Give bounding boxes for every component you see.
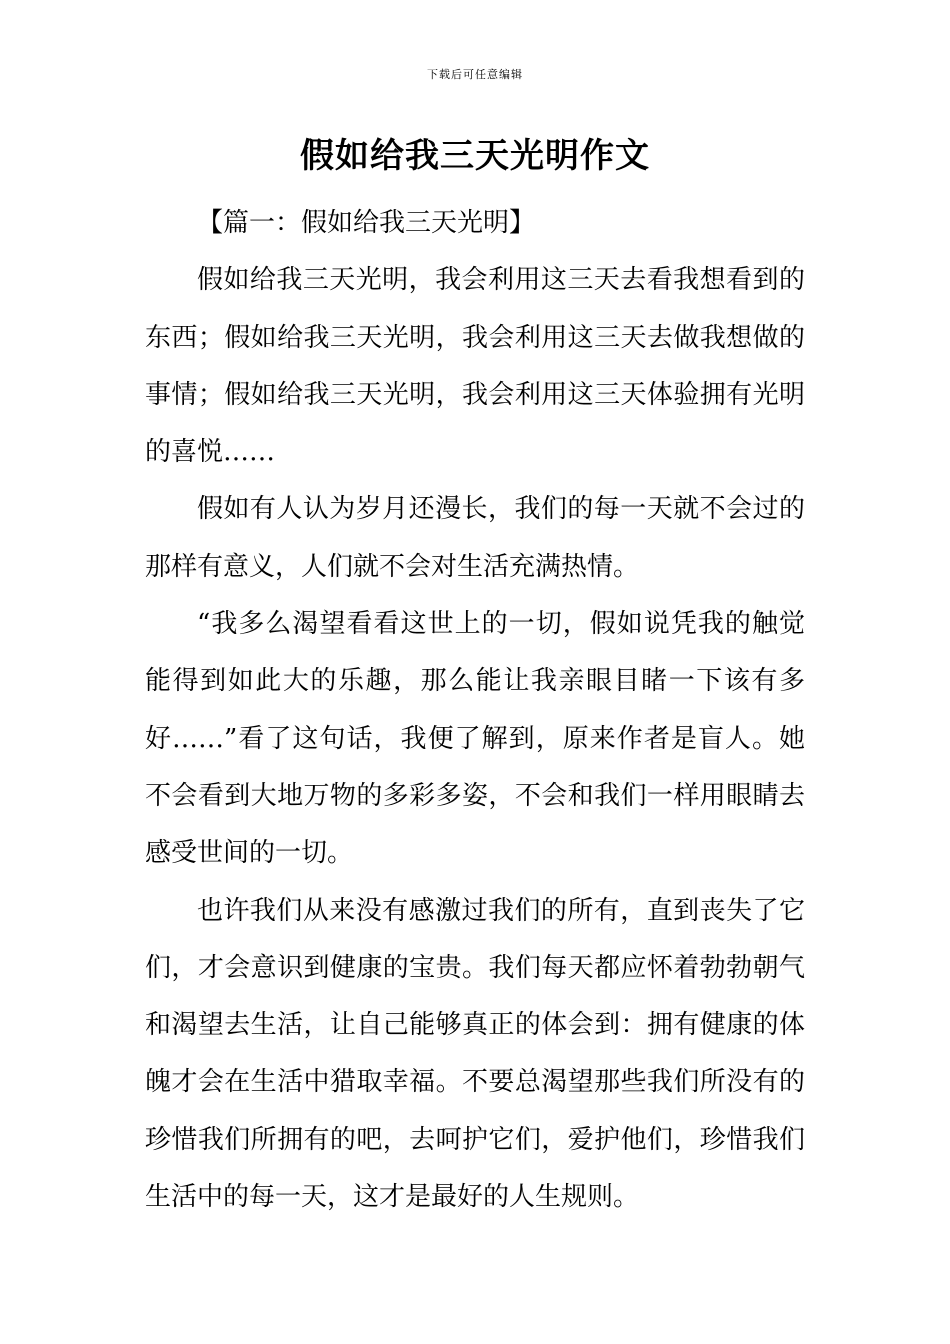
paragraph-4: 也许我们从来没有感激过我们的所有，直到丧失了它们，才会意识到健康的宝贵。我们每天都应怀着勃勃朝气和渴望去生活，让自己能够真正的体会到：拥有健康的体魄才会在生活中猎取幸福。不要总渴望那些我们所没有的珍惜我们所拥有的吧，去呵护它们，爱护他们，珍惜我们生活中的每一天，这才是最好的人生规则。 xyxy=(145,895,805,1213)
section-heading: 【篇一：假如给我三天光明】 xyxy=(197,208,536,238)
paragraph-2: 假如有人认为岁月还漫长，我们的每一天就不会过的那样有意义，人们就不会对生活充满热情。 xyxy=(145,494,805,582)
page-title: 假如给我三天光明作文 xyxy=(300,136,650,176)
paragraph-3: “我多么渴望看看这世上的一切，假如说凭我的触觉能得到如此大的乐趣，那么能让我亲眼目睹一下该有多好……”看了这句话，我便了解到，原来作者是盲人。她不会看到大地万物的多彩多姿，不会和我们一样用眼睛去感受世间的一切。 xyxy=(145,609,805,869)
paragraph-1: 假如给我三天光明，我会利用这三天去看我想看到的东西；假如给我三天光明，我会利用这三天去做我想做的事情；假如给我三天光明，我会利用这三天体验拥有光明的喜悦…… xyxy=(145,265,805,468)
article-body xyxy=(145,195,805,1226)
header-note: 下载后可任意编辑 xyxy=(427,68,523,81)
